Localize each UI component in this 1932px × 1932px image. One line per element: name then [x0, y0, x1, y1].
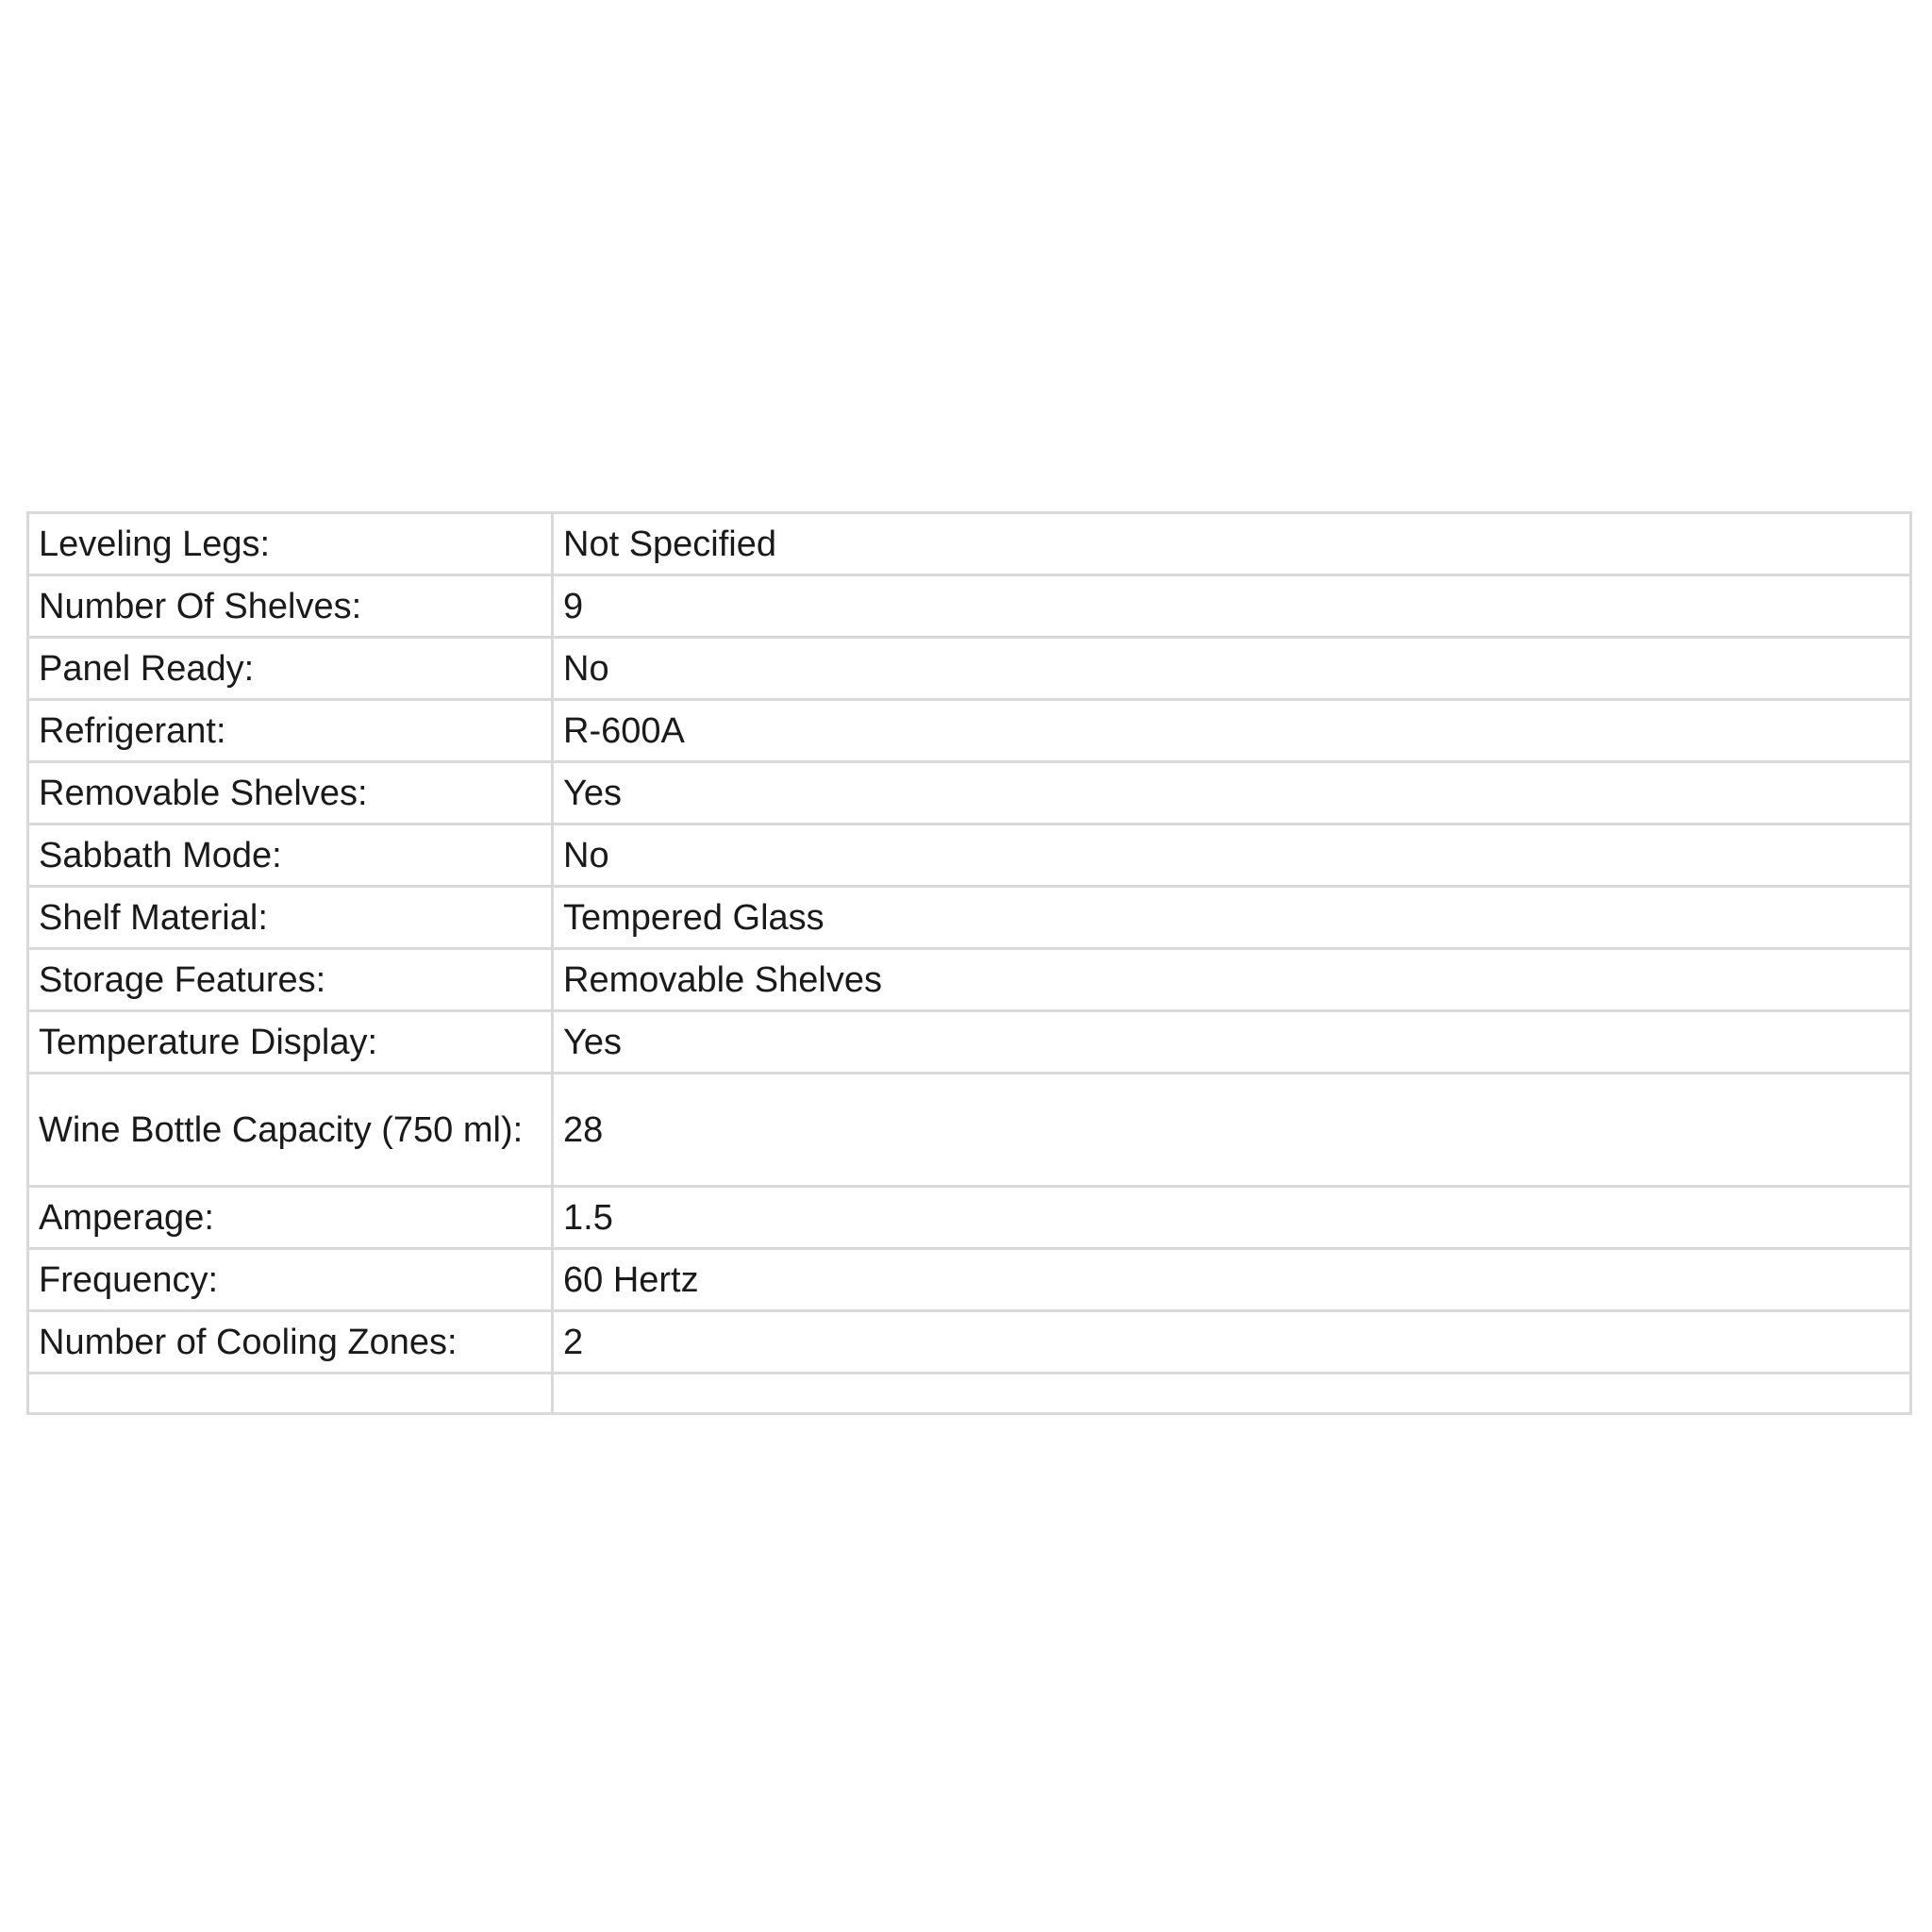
- spec-value-empty: [553, 1374, 1911, 1414]
- table-row: [28, 1011, 1911, 1074]
- spec-label: Amperage:: [28, 1187, 553, 1249]
- table-row: [28, 1074, 1911, 1187]
- spec-value: Yes: [553, 762, 1911, 824]
- spec-label: Temperature Display:: [28, 1011, 553, 1074]
- spec-label: Removable Shelves:: [28, 762, 553, 824]
- spec-value: Not Specified: [553, 513, 1911, 575]
- table-row: [28, 1311, 1911, 1374]
- spec-value: 1.5: [553, 1187, 1911, 1249]
- table-row: [28, 1187, 1911, 1249]
- spec-label: Refrigerant:: [28, 700, 553, 762]
- table-row: [28, 513, 1911, 575]
- spec-label: Wine Bottle Capacity (750 ml):: [28, 1074, 553, 1187]
- table-row: [28, 949, 1911, 1011]
- spec-label: Shelf Material:: [28, 887, 553, 949]
- spec-value: R-600A: [553, 700, 1911, 762]
- spec-table-container: [26, 511, 1913, 1431]
- table-row-partial: [28, 1374, 1911, 1414]
- table-row: [28, 887, 1911, 949]
- spec-value: 2: [553, 1311, 1911, 1374]
- table-row: [28, 700, 1911, 762]
- spec-label: Storage Features:: [28, 949, 553, 1011]
- spec-value: Tempered Glass: [553, 887, 1911, 949]
- table-row: [28, 638, 1911, 700]
- spec-value: 60 Hertz: [553, 1249, 1911, 1311]
- table-row: [28, 1249, 1911, 1311]
- table-row: [28, 824, 1911, 887]
- spec-label: Frequency:: [28, 1249, 553, 1311]
- spec-value: Yes: [553, 1011, 1911, 1074]
- spec-value: No: [553, 824, 1911, 887]
- spec-label-empty: [28, 1374, 553, 1414]
- spec-value: Removable Shelves: [553, 949, 1911, 1011]
- spec-label: Leveling Legs:: [28, 513, 553, 575]
- table-row: [28, 762, 1911, 824]
- spec-label: Number of Cooling Zones:: [28, 1311, 553, 1374]
- spec-label: Panel Ready:: [28, 638, 553, 700]
- table-row: [28, 575, 1911, 638]
- spec-value: 9: [553, 575, 1911, 638]
- spec-value: No: [553, 638, 1911, 700]
- spec-table: [26, 511, 1912, 1415]
- spec-value: 28: [553, 1074, 1911, 1187]
- spec-label: Sabbath Mode:: [28, 824, 553, 887]
- spec-label: Number Of Shelves:: [28, 575, 553, 638]
